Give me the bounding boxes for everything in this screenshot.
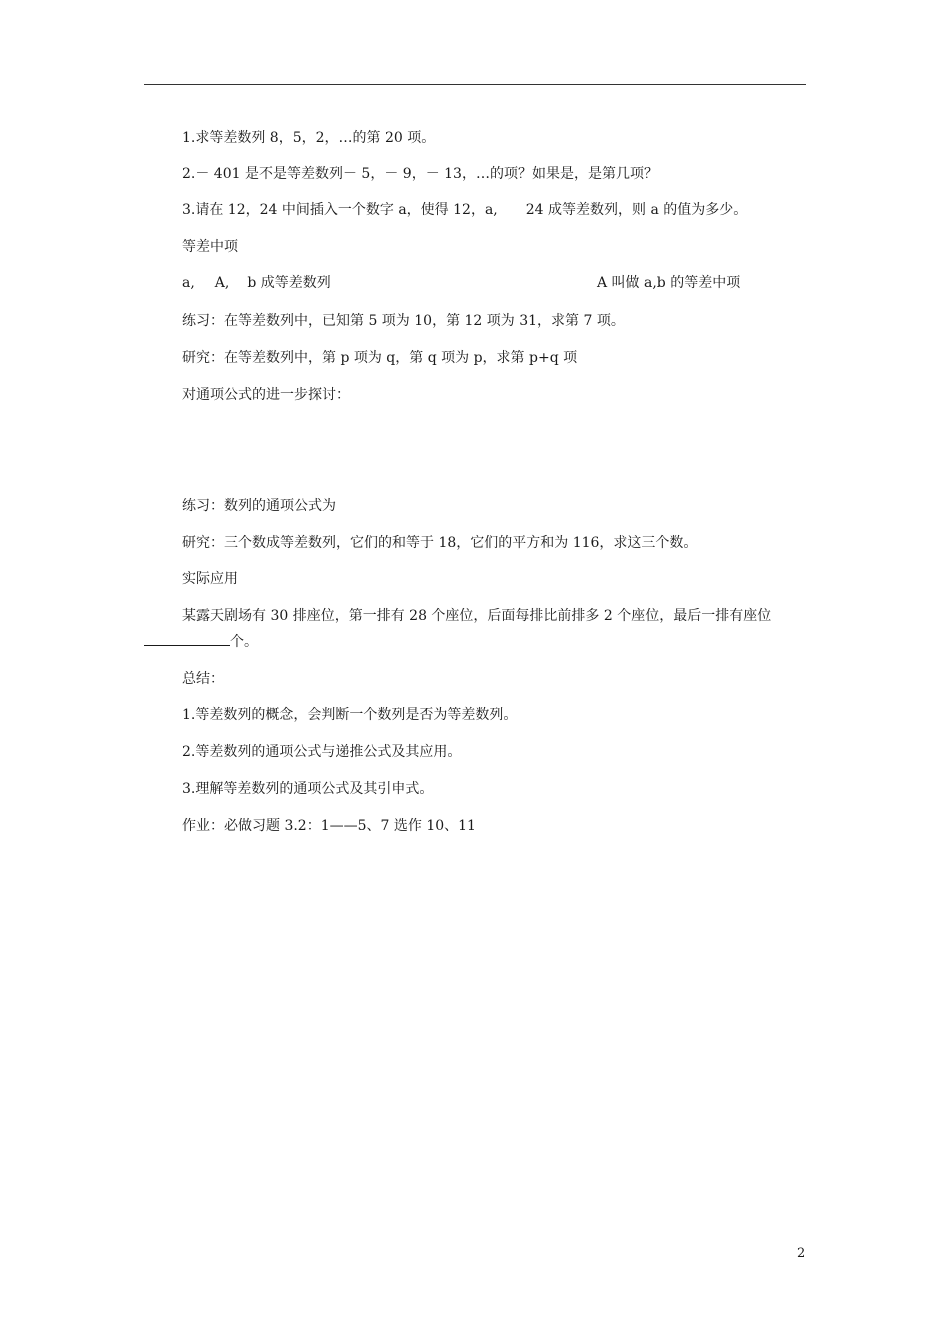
mean-a: a,	[182, 275, 195, 291]
application-text: 某露天剧场有 30 排座位，第一排有 28 个座位，后面每排比前排多 2 个座位，最后一排有座位	[182, 608, 772, 624]
further-discussion: 对通项公式的进一步探讨：	[182, 387, 350, 403]
homework: 作业：必做习题 3.2：1——5、7 选作 10、11	[182, 818, 476, 834]
summary-item: 1.等差数列的概念，会判断一个数列是否为等差数列。	[182, 707, 518, 723]
answer-blank	[144, 631, 230, 646]
question-2: 2.－ 401 是不是等差数列－ 5，－ 9，－ 13，…的项？如果是，是第几项？	[182, 166, 658, 182]
application-problem	[144, 603, 806, 655]
summary-item: 3.理解等差数列的通项公式及其引申式。	[182, 781, 434, 797]
header-rule	[144, 84, 806, 85]
page-number: 2	[797, 1246, 806, 1261]
study-1: 研究：在等差数列中，第 p 项为 q，第 q 项为 p，求第 p+q 项	[182, 350, 578, 366]
question-3-part1: 3.请在 12，24 中间插入一个数字 a，使得 12，a,	[182, 202, 498, 218]
question-3	[182, 201, 747, 219]
mean-A: A,	[214, 275, 230, 291]
mean-definition: A 叫做 a,b 的等差中项	[597, 275, 741, 291]
mean-b: b 成等差数列	[247, 275, 331, 291]
study-2: 研究：三个数成等差数列，它们的和等于 18，它们的平方和为 116，求这三个数。	[182, 535, 698, 551]
question-3-part2: 24 成等差数列，则 a 的值为多少。	[525, 202, 748, 218]
summary-item: 2.等差数列的通项公式与递推公式及其应用。	[182, 744, 462, 760]
exercise-2: 练习：数列的通项公式为	[182, 498, 336, 514]
question-1: 1.求等差数列 8，5，2，…的第 20 项。	[182, 130, 436, 146]
exercise-1: 练习：在等差数列中，已知第 5 项为 10，第 12 项为 31，求第 7 项。	[182, 313, 625, 329]
application-tail: 个。	[230, 634, 258, 650]
mean-condition	[182, 274, 331, 292]
heading-application: 实际应用	[182, 571, 238, 587]
summary-heading: 总结：	[182, 671, 224, 687]
heading-arithmetic-mean: 等差中项	[182, 239, 238, 255]
